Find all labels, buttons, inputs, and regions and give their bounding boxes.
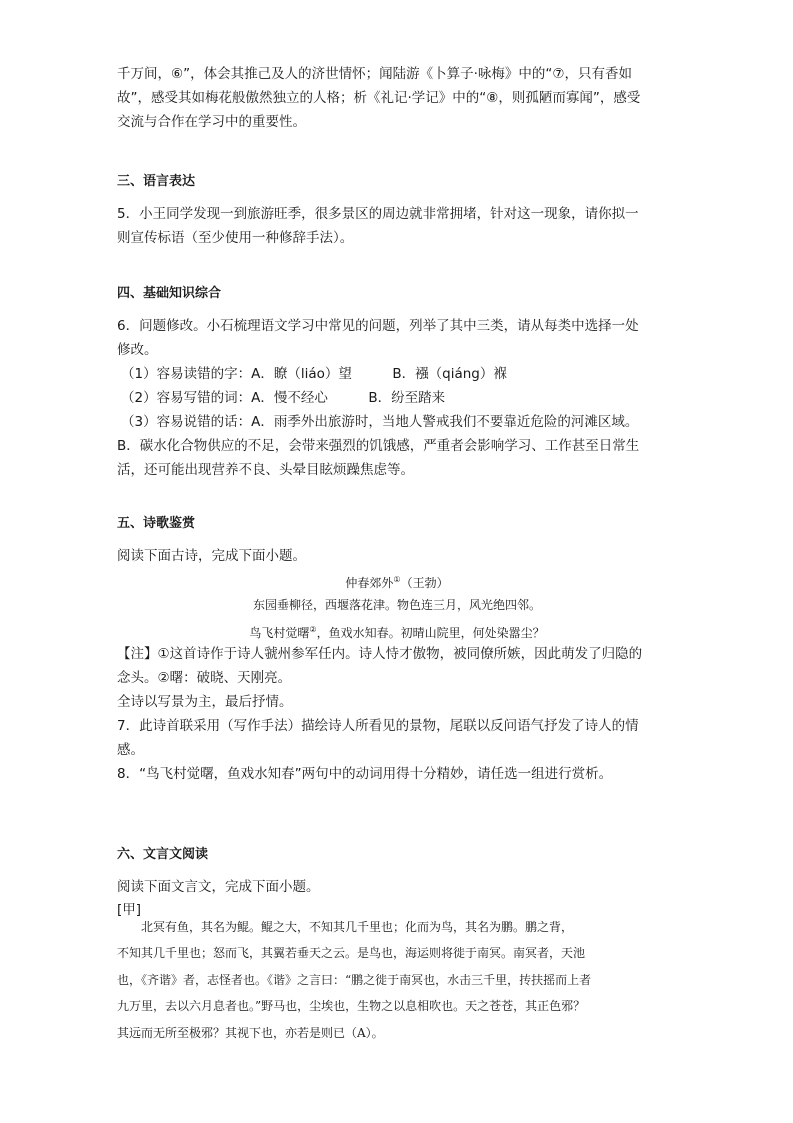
- classical-intro: 阅读下面文言文，完成下面小题。: [117, 879, 320, 895]
- question-5: [117, 202, 677, 250]
- poetry-intro: 阅读下面古诗，完成下面小题。: [117, 548, 306, 564]
- poem-line-2-mark: ②: [309, 625, 317, 634]
- poem-title: 仲春郊外: [345, 576, 394, 590]
- text-line: 全诗以写景为主，最后抒情。: [117, 694, 293, 710]
- question-6: [117, 314, 677, 482]
- text-line: 其远而无所至极邪？其视下也，亦若是则已（A）。: [117, 1025, 384, 1040]
- text-line: 【注】①这首诗作于诗人虢州参军任内。诗人恃才傲物，被同僚所嫉，因此萌发了归隐的: [117, 646, 643, 662]
- text-line: 故”，感受其如梅花般傲然独立的人格；析《礼记·学记》中的“⑧，则孤陋而寡闻”，感受: [117, 90, 641, 106]
- poem-author: （王勃）: [400, 576, 449, 590]
- poem-line-2-part-a: 鸟飞村觉曙: [249, 626, 310, 640]
- text-line: 千万间，⑥”，体会其推己及人的济世情怀；闻陆游《卜算子·咏梅》中的“⑦，只有香如: [117, 66, 632, 82]
- poem-note-mark: ①: [393, 575, 401, 584]
- poem-title-line: [117, 568, 677, 595]
- text-line: 不知其几千里也；怒而飞，其翼若垂天之云。是鸟也，海运则将徙于南冥。南冥者，天池: [117, 946, 586, 960]
- text-line: 交流与合作在学习中的重要性。: [117, 114, 306, 130]
- text-line: 7．此诗首联采用（写作手法）描绘诗人所看见的景物，尾联以反问语气抒发了诗人的情: [117, 718, 639, 734]
- text-line: B．碳水化合物供应的不足，会带来强烈的饥饿感，严重者会影响学习、工作甚至日常生: [117, 438, 640, 454]
- section-heading-classical-chinese: 六、文言文阅读: [117, 847, 209, 862]
- item-2: （2）容易写错的词：A．慢不经心 B．纷至踏来: [121, 390, 446, 406]
- item-1: （1）容易读错的字：A．瞭（liáo）望 B．襁（qiáng）褓: [121, 366, 507, 382]
- text-line: 九万里，去以六月息者也。”野马也，尘埃也，生物之以息相吹也。天之苍苍，其正色邪？: [117, 999, 586, 1013]
- text-line: 8．“鸟飞村觉曙，鱼戏水知春”两句中的动词用得十分精妙，请任选一组进行赏析。: [117, 766, 613, 782]
- text-label-jia: [甲]: [117, 902, 142, 918]
- text-line: 感。: [117, 742, 144, 758]
- text-line: 念头。②曙：破晓、天刚亮。: [117, 670, 292, 686]
- poem-line-2: [117, 618, 677, 645]
- classical-text-continued: [117, 940, 673, 1046]
- poem-line-1: 东园垂柳径，西堰落花津。物色连三月，风光绝四邻。: [252, 598, 541, 612]
- poem-notes: [117, 642, 677, 786]
- text-line: 则宣传标语（至少使用一种修辞手法）。: [117, 230, 354, 246]
- classical-text: [117, 914, 673, 941]
- section-heading-language-expression: 三、语言表达: [117, 174, 196, 189]
- text-line: 也，《齐谐》者，志怪者也。《谐》之言曰：“鹏之徙于南冥也，水击三千里，抟扶摇而上者: [117, 972, 592, 987]
- text-line: 修改。: [117, 342, 158, 358]
- text-line: 北冥有鱼，其名为鲲。鲲之大，不知其几千里也；化而为鸟，其名为鹏。鹏之背，: [141, 920, 574, 934]
- continuation-paragraph: [117, 62, 677, 134]
- item-3: （3）容易说错的话：A．雨季外出旅游时，当地人警戒我们不要靠近危险的河滩区域。: [121, 414, 639, 430]
- text-line: 6．问题修改。小石梳理语文学习中常见的问题，列举了其中三类，请从每类中选择一处: [117, 318, 639, 334]
- text-line: 活，还可能出现营养不良、头晕目眩烦躁焦虑等。: [117, 462, 414, 478]
- section-heading-basic-knowledge: 四、基础知识综合: [117, 286, 222, 301]
- text-line: 5．小王同学发现一到旅游旺季，很多景区的周边就非常拥堵，针对这一现象，请你拟一: [117, 206, 639, 222]
- section-heading-poetry: 五、诗歌鉴赏: [117, 516, 196, 531]
- poem-line-2-part-b: ，鱼戏水知春。初晴山院里，何处染嚣尘？: [316, 626, 545, 640]
